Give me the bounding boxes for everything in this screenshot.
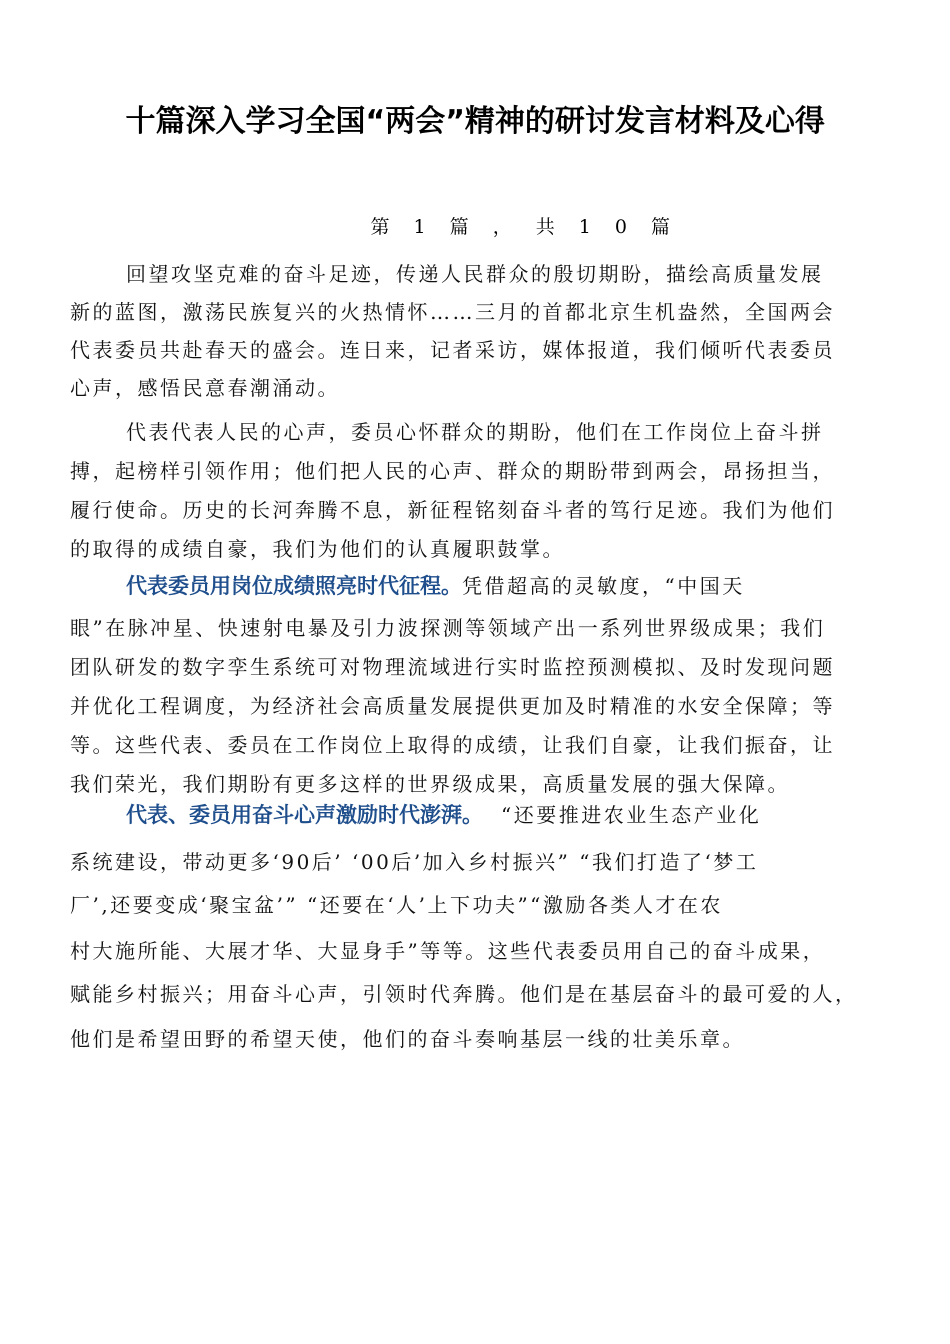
paragraph-3-line: 我们荣光，我们期盼有更多这样的世界级成果，高质量发展的强大保障。: [70, 772, 790, 796]
paragraph-2-line: 的取得的成绩自豪，我们为他们的认真履职鼓掌。: [70, 537, 565, 561]
paragraph-4-line: 厂’,还要变成‘聚宝盆’” “还要在‘人’上下功夫”“激励各类人才在农: [70, 893, 723, 917]
paragraph-4-line: 他们是希望田野的希望天使，他们的奋斗奏响基层一线的壮美乐章。: [70, 1027, 745, 1051]
paragraph-2-line: 履行使命。历史的长河奔腾不息，新征程铭刻奋斗者的笃行足迹。我们为他们: [70, 498, 835, 522]
paragraph-4-first-rest: “还要推进农业生态产业化: [501, 803, 762, 827]
paragraph-4-line: 系统建设，带动更多‘90后’ ‘00后’加入乡村振兴” “我们打造了‘梦工: [70, 850, 759, 874]
paragraph-3-lead: 代表委员用岗位成绩照亮时代征程。: [126, 574, 462, 598]
paragraph-3-line: 等。这些代表、委员在工作岗位上取得的成绩，让我们自豪，让我们振奋，让: [70, 733, 835, 757]
paragraph-3-first-rest: 凭借超高的灵敏度，“中国天: [462, 574, 745, 598]
paragraph-3-line: 并优化工程调度，为经济社会高质量发展提供更加及时精准的水安全保障；等: [70, 694, 835, 718]
paragraph-1-line: 心声，感悟民意春潮涌动。: [70, 376, 340, 400]
document-part-indicator: 第 1 篇 ， 共 1 0 篇: [370, 216, 680, 238]
paragraph-1-line: 新的蓝图，激荡民族复兴的火热情怀……三月的首都北京生机盎然，全国两会: [70, 300, 835, 324]
paragraph-3-first-line: [126, 570, 745, 600]
paragraph-1-line: 回望攻坚克难的奋斗足迹，传递人民群众的殷切期盼，描绘高质量发展: [126, 262, 824, 286]
paragraph-1-line: 代表委员共赴春天的盛会。连日来，记者采访，媒体报道，我们倾听代表委员: [70, 338, 835, 362]
paragraph-4-line: 赋能乡村振兴；用奋斗心声，引领时代奔腾。他们是在基层奋斗的最可爱的人，: [70, 982, 858, 1006]
document-title: 十篇深入学习全国“两会”精神的研讨发言材料及心得: [125, 104, 825, 139]
paragraph-3-line: 眼”在脉冲星、快速射电暴及引力波探测等领域产出一系列世界级成果；我们: [70, 616, 826, 640]
paragraph-2-line: 代表代表人民的心声，委员心怀群众的期盼，他们在工作岗位上奋斗拼: [126, 420, 824, 444]
paragraph-4-line: 村大施所能、大展才华、大显身手”等等。这些代表委员用自己的奋斗成果，: [70, 939, 826, 963]
paragraph-2-line: 搏，起榜样引领作用；他们把人民的心声、群众的期盼带到两会，昂扬担当，: [70, 459, 835, 483]
paragraph-4-first-line: [126, 799, 761, 829]
paragraph-4-lead: 代表、委员用奋斗心声激励时代澎湃。: [126, 803, 483, 827]
paragraph-3-line: 团队研发的数字孪生系统可对物理流域进行实时监控预测模拟、及时发现问题: [70, 655, 835, 679]
